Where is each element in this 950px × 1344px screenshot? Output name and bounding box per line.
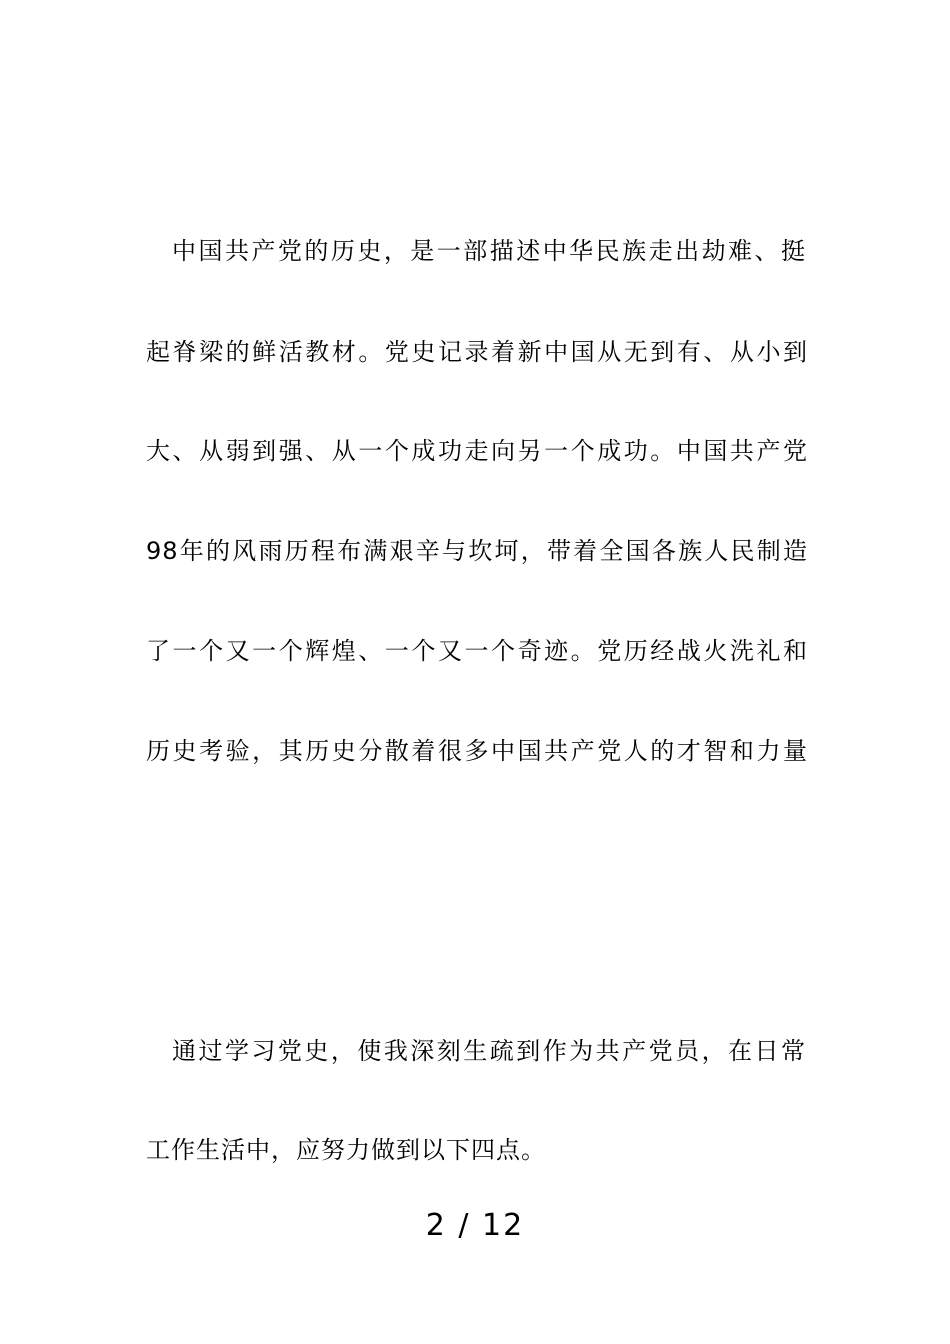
- paragraph-line: 起脊梁的鲜活教材。党史记录着新中国从无到有、从小到: [146, 338, 808, 366]
- paragraph-line: 通过学习党史，使我深刻生疏到作为共产党员，在日常: [172, 1037, 806, 1065]
- paragraph-line: 了一个又一个辉煌、一个又一个奇迹。党历经战火洗礼和: [146, 637, 808, 665]
- paragraph-line: 98年的风雨历程布满艰辛与坎坷，带着全国各族人民制造: [146, 537, 808, 565]
- paragraph-line: 大、从弱到强、从一个成功走向另一个成功。中国共产党: [146, 437, 808, 465]
- page-number: 2 / 12: [425, 1208, 525, 1243]
- paragraph-line: 工作生活中，应努力做到以下四点。: [146, 1136, 546, 1164]
- paragraph-line: 历史考验，其历史分散着很多中国共产党人的才智和力量: [146, 737, 808, 765]
- paragraph-line: 中国共产党的历史，是一部描述中华民族走出劫难、挺: [172, 237, 806, 265]
